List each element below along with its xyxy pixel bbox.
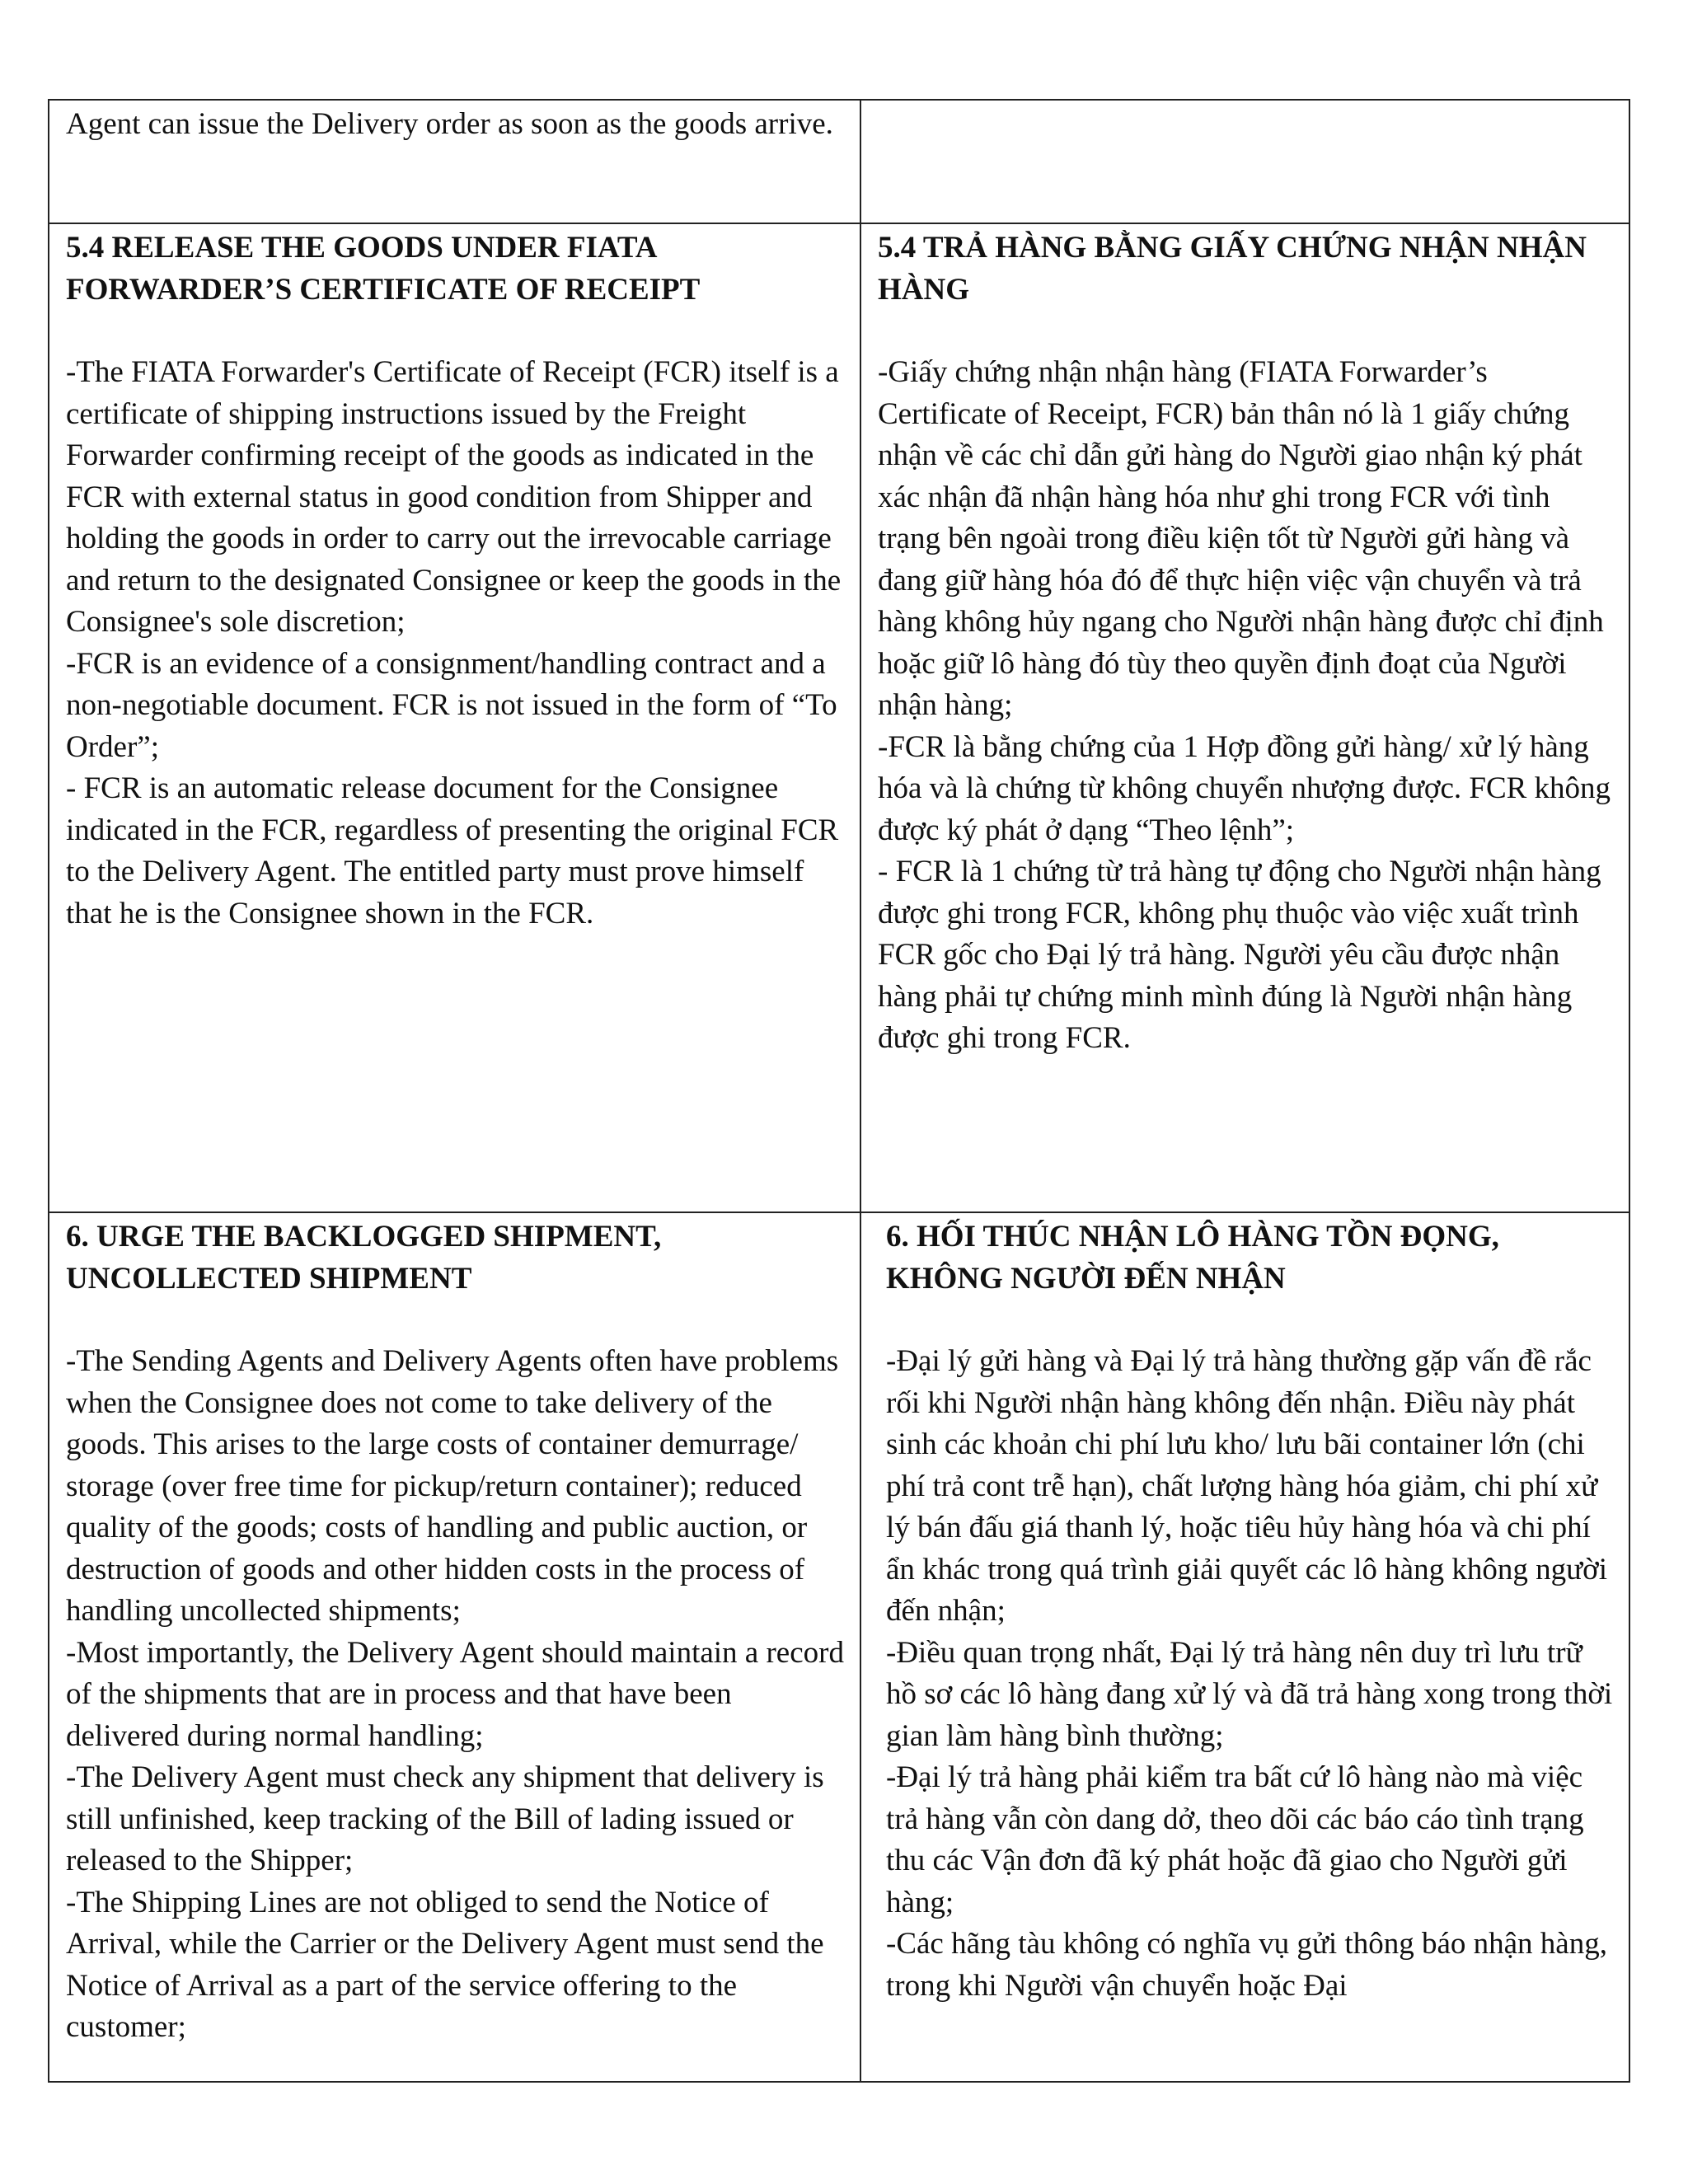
cell-intro-en	[49, 100, 860, 223]
section-5-4-paragraph-en: - FCR is an automatic release document for the Consignee indicated in the FCR, regardless of presenting the original FCR to the Delivery Agent. The entitled party must prove himself that he is the Consignee shown in the FCR.	[66, 771, 839, 930]
cell-section-6-en	[49, 1212, 860, 2082]
section-5-4-paragraph-en: -The FIATA Forwarder's Certificate of Receipt (FCR) itself is a certificate of shipping instructions issued by the Freight Forwarder confirming receipt of the goods as indicated in the FCR with external status in good condition from Shipper and holding the goods in order to carry out the irrevocable carriage and return to the designated Consignee or keep the goods in the Consignee's sole discretion;	[66, 355, 842, 639]
section-6-paragraph-en: -The Sending Agents and Delivery Agents often have problems when the Consignee does not come to take delivery of the goods. This arises to the large costs of container demurrage/ storage (over free time for pickup/return container); reduced quality of the goods; costs of handling and public auction, or destruction of goods and other hidden costs in the process of handling uncollected shipments;	[66, 1344, 839, 1628]
section-5-4-paragraph-vi: -Giấy chứng nhận nhận hàng (FIATA Forwarder’s Certificate of Receipt, FCR) bản thân nó là 1 giấy chứng nhận về các chỉ dẫn gửi hàng do Người giao nhận ký phát xác nhận đã nhận hàng hóa như ghi trong FCR với tình trạng bên ngoài trong điều kiện tốt từ Người gửi hàng và đang giữ hàng hóa đó để thực hiện việc vận chuyển và trả hàng không hủy ngang cho Người nhận hàng được chỉ định hoặc giữ lô hàng đó tùy theo quyền định đoạt của Người nhận hàng;	[878, 355, 1604, 722]
cell-intro-vi	[860, 100, 1629, 223]
section-6-paragraph-vi: -Đại lý gửi hàng và Đại lý trả hàng thường gặp vấn đề rắc rối khi Người nhận hàng không đến nhận. Điều này phát sinh các khoản chi phí lưu kho/ lưu bãi container lớn (chi phí trả cont trễ hạn), chất lượng hàng hóa giảm, chi phí xử lý bán đấu giá thanh lý, hoặc tiêu hủy hàng hóa và chi phí ẩn khác trong quá trình giải quyết các lô hàng không người đến nhận;	[886, 1344, 1607, 1628]
section-5-4-paragraph-vi: - FCR là 1 chứng từ trả hàng tự động cho Người nhận hàng được ghi trong FCR, không phụ thuộc vào việc xuất trình FCR gốc cho Đại lý trả hàng. Người yêu cầu được nhận hàng phải tự chứng minh mình đúng là Người nhận hàng được ghi trong FCR.	[878, 855, 1601, 1055]
section-5-4-heading-vi: 5.4 TRẢ HÀNG BẰNG GIẤY CHỨNG NHẬN NHẬN HÀNG	[878, 231, 1587, 307]
section-6-paragraph-en: -The Shipping Lines are not obliged to send the Notice of Arrival, while the Carrier or the Delivery Agent must send the Notice of Arrival as a part of the service offering to the customer;	[66, 1885, 824, 2044]
section-5-4-paragraph-en: -FCR is an evidence of a consignment/handling contract and a non-negotiable document. FCR is not issued in the form of “To Order”;	[66, 646, 837, 764]
section-6-paragraph-vi: -Đại lý trả hàng phải kiểm tra bất cứ lô hàng nào mà việc trả hàng vẫn còn dang dở, theo dõi các báo cáo tình trạng thu các Vận đơn đã ký phát hoặc đã giao cho Người gửi hàng;	[886, 1760, 1584, 1919]
section-6-heading-vi: 6. HỐI THÚC NHẬN LÔ HÀNG TỒN ĐỌNG, KHÔNG NGƯỜI ĐẾN NHẬN	[886, 1220, 1499, 1296]
section-6-heading-en: 6. URGE THE BACKLOGGED SHIPMENT, UNCOLLECTED SHIPMENT	[66, 1220, 662, 1296]
table-row-section-6	[49, 1212, 1629, 2082]
section-6-paragraph-vi: -Điều quan trọng nhất, Đại lý trả hàng nên duy trì lưu trữ hồ sơ các lô hàng đang xử lý và đã trả hàng xong trong thời gian làm hàng bình thường;	[886, 1635, 1613, 1753]
section-6-paragraph-en: -Most importantly, the Delivery Agent should maintain a record of the shipments that are in process and that have been delivered during normal handling;	[66, 1635, 844, 1753]
bilingual-table	[48, 99, 1630, 2083]
section-6-paragraph-en: -The Delivery Agent must check any shipment that delivery is still unfinished, keep tracking of the Bill of lading issued or released to the Shipper;	[66, 1760, 824, 1877]
section-5-4-paragraph-vi: -FCR là bằng chứng của 1 Hợp đồng gửi hàng/ xử lý hàng hóa và là chứng từ không chuyển nhượng được. FCR không được ký phát ở dạng “Theo lệnh”;	[878, 729, 1611, 847]
cell-section-5-4-vi	[860, 223, 1629, 1212]
cell-section-6-vi	[860, 1212, 1629, 2082]
intro-text-en: Agent can issue the Delivery order as soon as the goods arrive.	[66, 107, 833, 141]
table-row-intro	[49, 100, 1629, 223]
table-row-section-5-4	[49, 223, 1629, 1212]
section-5-4-heading-en: 5.4 RELEASE THE GOODS UNDER FIATA FORWARDER’S CERTIFICATE OF RECEIPT	[66, 231, 701, 307]
section-6-paragraph-vi: -Các hãng tàu không có nghĩa vụ gửi thông báo nhận hàng, trong khi Người vận chuyển hoặc Đại	[886, 1927, 1607, 2003]
cell-section-5-4-en	[49, 223, 860, 1212]
